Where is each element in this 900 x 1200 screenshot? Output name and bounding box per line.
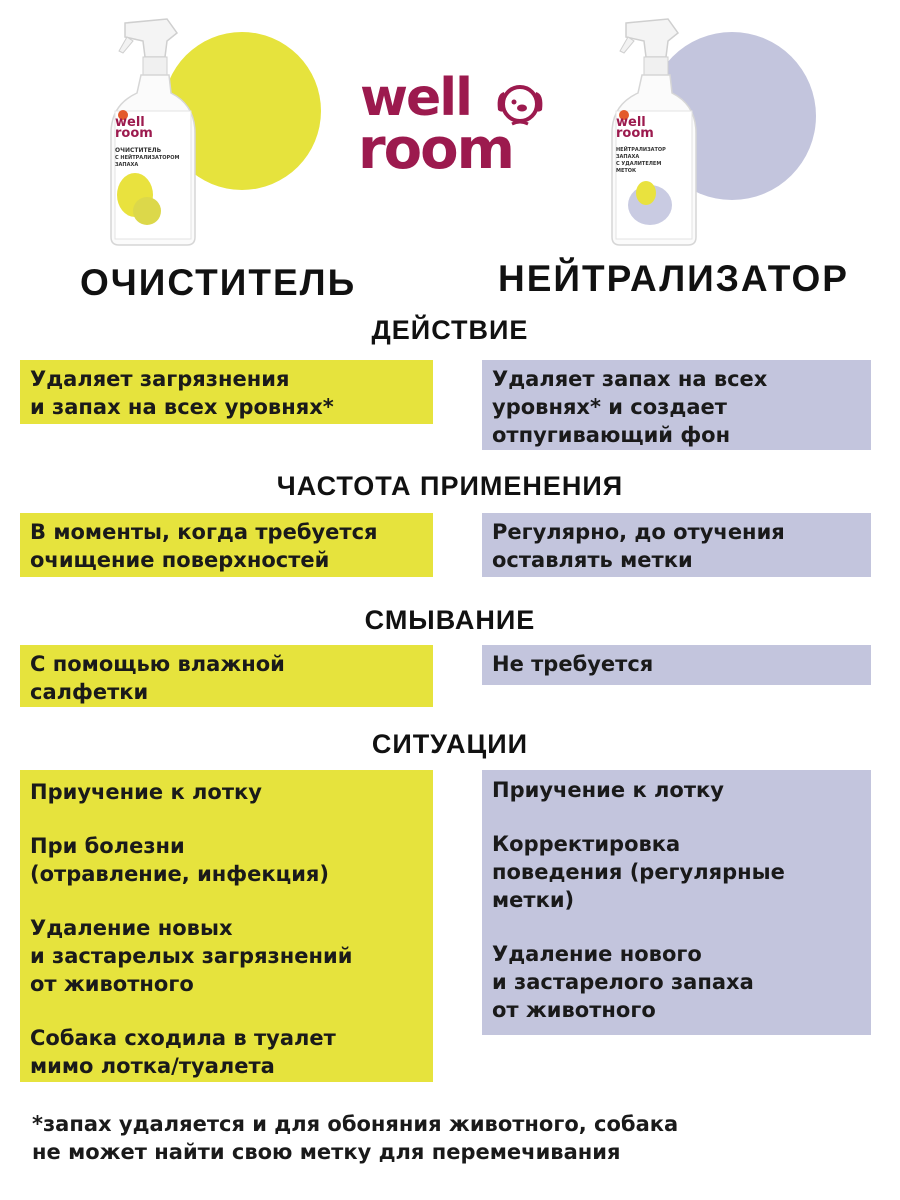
situation-item	[30, 778, 423, 806]
situation-item	[30, 914, 423, 998]
situation-item	[492, 776, 861, 804]
section-title-situations: СИТУАЦИИ	[371, 729, 529, 759]
situation-line: и застарелого запаха	[492, 970, 754, 994]
section-title-action: ДЕЙСТВИЕ	[371, 315, 529, 345]
frequency-cleaner-line: очищение поверхностей	[30, 548, 330, 572]
dog-face-icon	[494, 80, 546, 128]
wellroom-logo	[356, 70, 556, 190]
situation-line: Удаление нового	[492, 942, 702, 966]
frequency-cleaner-line: В моменты, когда требуется	[30, 520, 378, 544]
label-brand-1: well	[616, 115, 646, 130]
cleaner-title: ОЧИСТИТЕЛЬ	[80, 262, 357, 303]
action-cleaner-line: и запах на всех уровнях*	[30, 395, 334, 419]
section-title-frequency: ЧАСТОТА ПРИМЕНЕНИЯ	[276, 471, 624, 501]
rinsing-neutralizer-line: Не требуется	[492, 652, 654, 676]
situation-line: Собака сходила в туалет	[30, 1026, 336, 1050]
label-line-6: МЕТОК	[616, 168, 637, 174]
action-neutralizer-box	[482, 360, 871, 450]
situation-line: и застарелых загрязнений	[30, 944, 353, 968]
label-line-3: НЕЙТРАЛИЗАТОР	[616, 147, 666, 153]
label-brand-1: well	[115, 115, 145, 130]
footnote-line: *запах удаляется и для обоняния животного, собака	[32, 1112, 679, 1136]
situation-item	[30, 832, 423, 888]
situation-line: мимо лотка/туалета	[30, 1054, 275, 1078]
situation-item	[492, 940, 861, 1024]
situation-line: от животного	[492, 998, 656, 1022]
situation-line: поведения (регулярные	[492, 860, 785, 884]
situation-line: Корректировка	[492, 832, 681, 856]
action-neutralizer-line: Удаляет запах на всех	[492, 367, 768, 391]
action-neutralizer-line: отпугивающий фон	[492, 423, 731, 447]
situations-cleaner-box	[20, 770, 433, 1082]
situation-item	[30, 1024, 423, 1080]
label-line-4: ЗАПАХА	[616, 154, 640, 160]
situation-line: от животного	[30, 972, 194, 996]
frequency-neutralizer-line: Регулярно, до отучения	[492, 520, 785, 544]
situations-neutralizer-box	[482, 770, 871, 1035]
logo-word-room: room	[358, 117, 513, 182]
neutralizer-bottle-label	[616, 117, 692, 175]
situation-line: метки)	[492, 888, 575, 912]
action-neutralizer-line: уровнях* и создает	[492, 395, 727, 419]
rinsing-cleaner-line: салфетки	[30, 680, 149, 704]
label-line-5: ЗАПАХА	[115, 162, 139, 168]
situation-item	[492, 830, 861, 914]
action-cleaner-box	[20, 360, 433, 424]
situation-line: При болезни	[30, 834, 185, 858]
frequency-neutralizer-box	[482, 513, 871, 577]
footnote-line: не может найти свою метку для перемечивания	[32, 1140, 621, 1164]
label-line-5: С УДАЛИТЕЛЕМ	[616, 161, 662, 167]
footnote	[32, 1110, 872, 1166]
rinsing-neutralizer-box	[482, 645, 871, 685]
rinsing-cleaner-box	[20, 645, 433, 707]
label-line-4: С НЕЙТРАЛИЗАТОРОМ	[115, 155, 180, 161]
section-title-rinsing: СМЫВАНИЕ	[364, 605, 536, 635]
logo-word-well: well	[360, 68, 471, 128]
frequency-neutralizer-line: оставлять метки	[492, 548, 693, 572]
label-brand-2: room	[616, 126, 654, 141]
action-cleaner-line: Удаляет загрязнения	[30, 367, 290, 391]
label-line-3: ОЧИСТИТЕЛЬ	[115, 147, 162, 154]
frequency-cleaner-box	[20, 513, 433, 577]
situation-line: (отравление, инфекция)	[30, 862, 329, 886]
situation-line: Приучение к лотку	[492, 778, 724, 802]
cleaner-bottle-label	[115, 117, 191, 169]
rinsing-cleaner-line: С помощью влажной	[30, 652, 285, 676]
situation-line: Приучение к лотку	[30, 780, 262, 804]
situation-line: Удаление новых	[30, 916, 233, 940]
neutralizer-title: НЕЙТРАЛИЗАТОР	[498, 258, 849, 299]
label-brand-2: room	[115, 126, 153, 141]
